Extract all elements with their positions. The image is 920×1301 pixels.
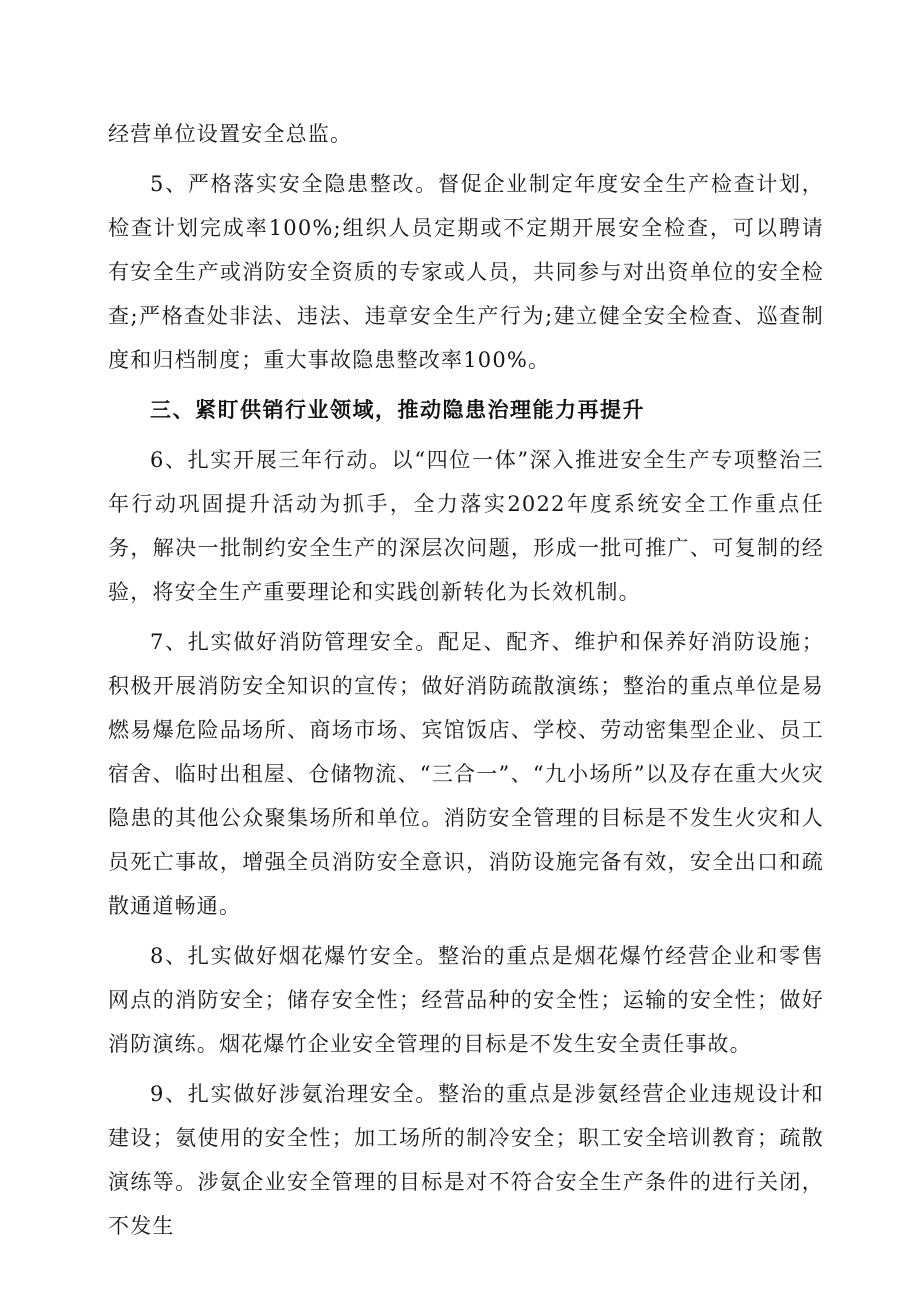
section-heading-3: 三、紧盯供销行业领域，推动隐患治理能力再提升 — [150, 398, 645, 422]
document-body — [108, 112, 824, 1248]
paragraph-item-5: 5、严格落实安全隐患整改。督促企业制定年度安全生产检查计划，检查计划完成率100%;组织人员定期或不定期开展安全检查，可以聘请有安全生产或消防安全资质的专家或人员，共同参与对出资单位的安全检查;严格查处非法、违法、违章安全生产行为;建立健全安全检查、巡查制度和归档制度；重大事故隐患整改率100%。 — [108, 172, 824, 372]
paragraph-item-9: 9、扎实做好涉氨治理安全。整治的重点是涉氨经营企业违规设计和建设；氨使用的安全性；加工场所的制冷安全；职工安全培训教育；疏散演练等。涉氨企业安全管理的目标是对不符合安全生产条件的进行关闭，不发生 — [108, 1082, 824, 1238]
paragraph-continuation: 经营单位设置安全总监。 — [108, 122, 353, 146]
paragraph-item-6: 6、扎实开展三年行动。以“四位一体”深入推进安全生产专项整治三年行动巩固提升活动为抓手，全力落实2022年度系统安全工作重点任务，解决一批制约安全生产的深层次问题，形成一批可推广、可复制的经验，将安全生产重要理论和实践创新转化为长效机制。 — [108, 448, 824, 604]
paragraph-item-7: 7、扎实做好消防管理安全。配足、配齐、维护和保养好消防设施；积极开展消防安全知识的宣传；做好消防疏散演练；整治的重点单位是易燃易爆危险品场所、商场市场、宾馆饭店、学校、劳动密集型企业、员工宿舍、临时出租屋、仓储物流、“三合一”、“九小场所”以及存在重大火灾隐患的其他公众聚集场所和单位。消防安全管理的目标是不发生火灾和人员死亡事故，增强全员消防安全意识，消防设施完备有效，安全出口和疏散通道畅通。 — [108, 630, 824, 918]
paragraph-item-8: 8、扎实做好烟花爆竹安全。整治的重点是烟花爆竹经营企业和零售网点的消防安全；储存安全性；经营品种的安全性；运输的安全性；做好消防演练。烟花爆竹企业安全管理的目标是不发生安全责任事故。 — [108, 944, 824, 1056]
